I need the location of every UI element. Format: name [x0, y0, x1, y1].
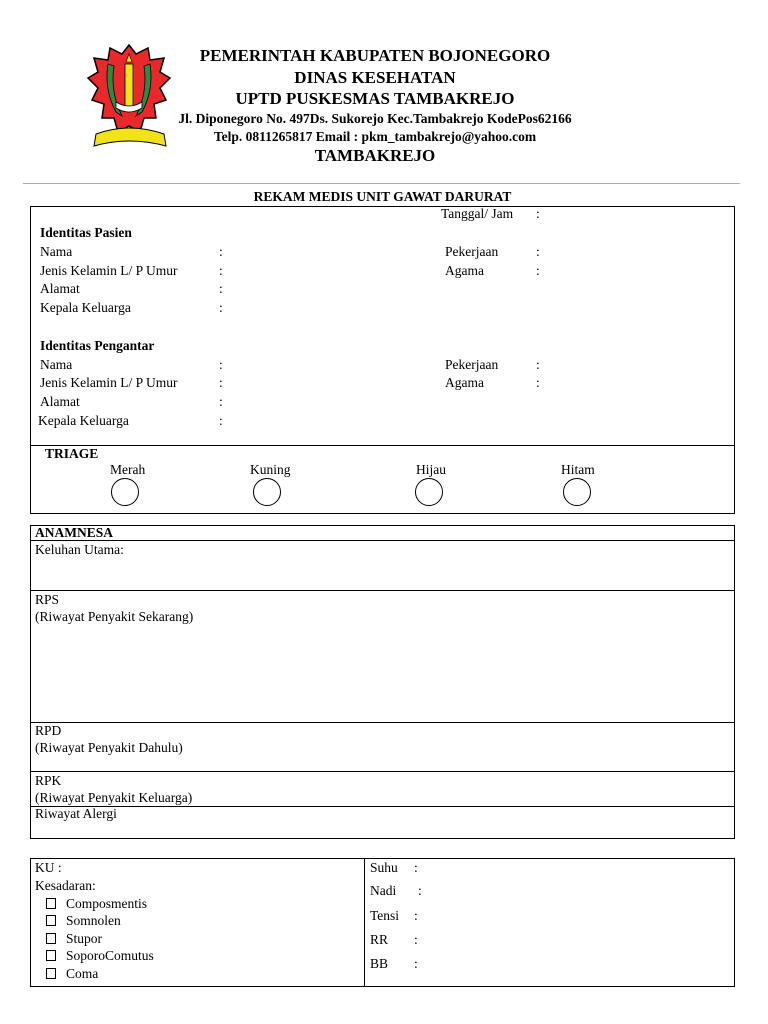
patient-job-label: Pekerjaan	[445, 244, 499, 259]
checkbox-icon	[46, 898, 56, 909]
checkbox-icon	[46, 933, 56, 944]
form-title: REKAM MEDIS UNIT GAWAT DARURAT	[253, 189, 512, 204]
companion-address-colon: :	[219, 394, 223, 409]
chief-complaint-label: Keluhan Utama:	[35, 542, 124, 557]
companion-heading: Identitas Pengantar	[40, 338, 155, 353]
header-government: PEMERINTAH KABUPATEN BOJONEGORO	[199, 46, 551, 65]
vital-suhu-label: Suhu	[370, 860, 398, 875]
vital-tensi-label: Tensi	[370, 908, 400, 923]
checkbox-icon	[46, 950, 56, 961]
companion-head-family-colon: :	[219, 413, 223, 428]
rpd-label: RPD	[35, 723, 62, 738]
triage-circle-hitam[interactable]	[563, 478, 591, 506]
anamnesa-divider-3	[30, 722, 735, 723]
patient-job-colon: :	[536, 244, 540, 259]
companion-job-label: Pekerjaan	[445, 357, 499, 372]
option-coma-label: Coma	[66, 966, 99, 981]
header-clinic: UPTD PUSKESMAS TAMBAKREJO	[235, 89, 515, 108]
triage-label-merah: Merah	[110, 462, 146, 477]
option-stupor-label: Stupor	[66, 931, 103, 946]
companion-name-label: Nama	[40, 357, 73, 372]
patient-name-label: Nama	[40, 244, 73, 259]
vital-bb-label: BB	[370, 956, 389, 971]
regency-emblem-logo	[86, 42, 172, 152]
option-somnolen-label: Somnolen	[66, 913, 121, 928]
option-soporocomutus-label: SoporoComutus	[66, 948, 154, 963]
triage-label-kuning: Kuning	[250, 462, 291, 477]
checkbox-icon	[46, 915, 56, 926]
vital-tensi-colon: :	[414, 908, 418, 923]
patient-head-family-colon: :	[219, 300, 223, 315]
companion-religion-colon: :	[536, 375, 540, 390]
companion-sex-age-label: Jenis Kelamin L/ P Umur	[40, 375, 178, 390]
option-composmentis[interactable]	[46, 896, 147, 912]
allergy-label: Riwayat Alergi	[35, 806, 117, 821]
consciousness-label: Kesadaran:	[35, 878, 96, 893]
option-soporocomutus[interactable]	[46, 948, 154, 964]
option-coma[interactable]	[46, 966, 98, 982]
header-address: Jl. Diponegoro No. 497Ds. Sukorejo Kec.Tambakrejo KodePos62166	[178, 111, 572, 126]
vital-suhu-colon: :	[414, 860, 418, 875]
patient-sex-age-label: Jenis Kelamin L/ P Umur	[40, 263, 178, 278]
patient-name-colon: :	[219, 244, 223, 259]
vital-nadi-label: Nadi	[370, 883, 397, 898]
vital-bb-colon: :	[414, 956, 418, 971]
header-department: DINAS KESEHATAN	[294, 68, 456, 87]
patient-head-family-label: Kepala Keluarga	[40, 300, 131, 315]
patient-heading: Identitas Pasien	[40, 225, 132, 240]
patient-sex-colon: :	[219, 263, 223, 278]
triage-label-hijau: Hijau	[416, 462, 446, 477]
header-city: TAMBAKREJO	[314, 146, 436, 165]
date-colon: :	[536, 206, 540, 221]
triage-circle-merah[interactable]	[111, 478, 139, 506]
header-contact: Telp. 0811265817 Email : pkm_tambakrejo@yahoo.com	[213, 129, 537, 144]
anamnesa-divider-4	[30, 771, 735, 772]
rpk-label: RPK	[35, 773, 62, 788]
companion-job-colon: :	[536, 357, 540, 372]
anamnesa-divider-5	[30, 806, 735, 807]
triage-heading: TRIAGE	[45, 446, 99, 461]
rpd-full-label: (Riwayat Penyakit Dahulu)	[35, 740, 183, 755]
patient-address-colon: :	[219, 281, 223, 296]
companion-address-label: Alamat	[40, 394, 80, 409]
anamnesa-divider-1	[30, 540, 735, 541]
checkbox-icon	[46, 968, 56, 979]
triage-circle-hijau[interactable]	[415, 478, 443, 506]
vital-rr-label: RR	[370, 932, 389, 947]
rpk-full-label: (Riwayat Penyakit Keluarga)	[35, 790, 193, 805]
triage-label-hitam: Hitam	[561, 462, 595, 477]
examination-column-divider	[364, 858, 365, 987]
option-composmentis-label: Composmentis	[66, 896, 148, 911]
vital-rr-colon: :	[414, 932, 418, 947]
anamnesa-heading: ANAMNESA	[35, 525, 114, 540]
rps-label: RPS	[35, 592, 60, 607]
triage-circle-kuning[interactable]	[253, 478, 281, 506]
patient-religion-colon: :	[536, 263, 540, 278]
companion-head-family-label: Kepala Keluarga	[38, 413, 129, 428]
general-condition-label: KU :	[35, 860, 62, 875]
companion-name-colon: :	[219, 357, 223, 372]
option-stupor[interactable]	[46, 931, 102, 947]
option-somnolen[interactable]	[46, 913, 121, 929]
patient-address-label: Alamat	[40, 281, 80, 296]
companion-religion-label: Agama	[445, 375, 484, 390]
date-label: Tanggal/ Jam	[441, 206, 514, 221]
patient-religion-label: Agama	[445, 263, 484, 278]
header-divider	[23, 183, 740, 184]
vital-nadi-colon: :	[418, 883, 422, 898]
rps-full-label: (Riwayat Penyakit Sekarang)	[35, 609, 194, 624]
anamnesa-divider-2	[30, 590, 735, 591]
triage-divider	[30, 445, 735, 446]
companion-sex-colon: :	[219, 375, 223, 390]
